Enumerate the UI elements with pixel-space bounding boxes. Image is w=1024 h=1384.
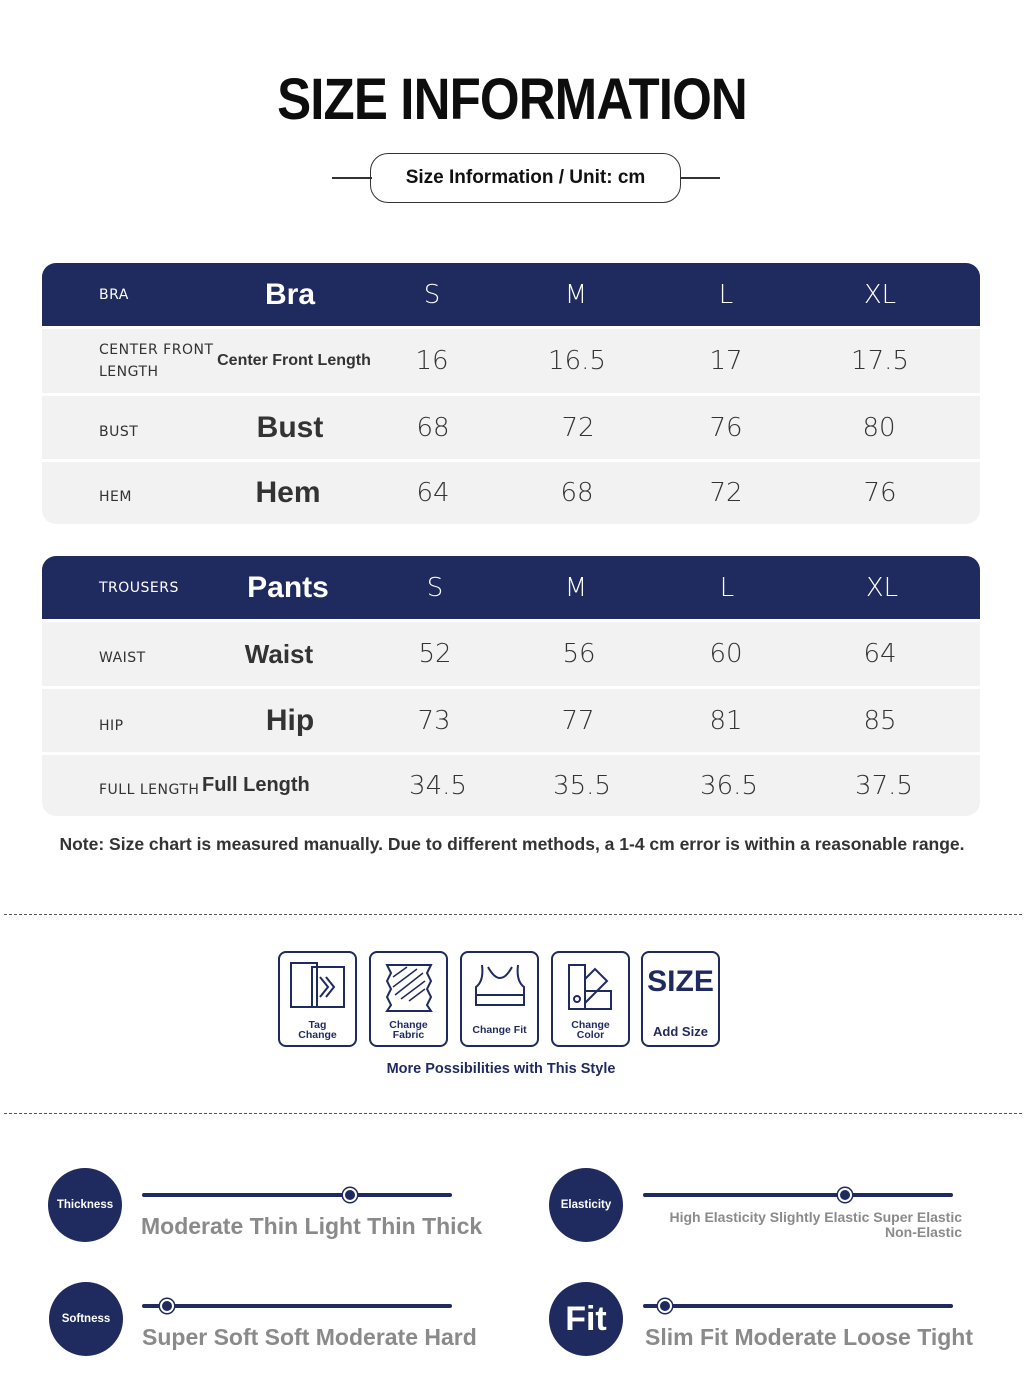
cell-value: 17 <box>709 346 743 376</box>
fit-scale: Slim Fit Moderate Loose Tight <box>645 1324 973 1350</box>
cell-value: 73 <box>417 705 451 736</box>
cell-value: 37.5 <box>855 770 913 801</box>
cell-value: 68 <box>560 478 594 508</box>
elasticity-badge: Elasticity <box>549 1168 623 1242</box>
header-en-label: BRA <box>99 286 129 303</box>
divider <box>332 177 372 179</box>
option-add-size[interactable] <box>641 951 720 1047</box>
size-xl: XL <box>863 279 897 310</box>
thickness-badge: Thickness <box>48 1168 122 1242</box>
row-en-label: BUST <box>99 423 139 440</box>
size-s: S <box>426 572 444 603</box>
option-change-fit[interactable] <box>460 951 539 1047</box>
bra-top-icon <box>470 959 530 1015</box>
row-en-label: HEM <box>99 489 132 505</box>
row-name: Waist <box>244 638 314 669</box>
thickness-scale: Moderate Thin Light Thin Thick <box>141 1213 483 1239</box>
row-en-label: CENTER FRONT LENGTH <box>99 342 214 380</box>
color-swatch-icon <box>561 959 621 1015</box>
header-name: Bra <box>264 277 316 311</box>
table-header <box>42 556 980 619</box>
size-m: M <box>564 279 588 310</box>
tag-change-icon <box>288 959 348 1015</box>
options-caption: More Possibilities with This Style <box>386 1061 616 1077</box>
size-l: L <box>719 572 735 603</box>
cell-value: 34.5 <box>409 770 467 801</box>
cell-value: 36.5 <box>700 770 758 801</box>
row-en-label: HIP <box>99 717 124 734</box>
cell-value: 56 <box>562 639 596 669</box>
divider <box>680 177 720 179</box>
fit-badge: Fit <box>549 1282 623 1356</box>
option-label: Tag Change <box>298 1019 337 1041</box>
cell-value: 80 <box>862 412 896 443</box>
cell-value: 72 <box>709 478 743 508</box>
cell-value: 81 <box>709 705 743 736</box>
size-s: S <box>423 279 441 310</box>
option-label: Change Fabric <box>389 1019 428 1041</box>
thickness-bar <box>142 1193 452 1197</box>
option-change-fabric[interactable] <box>369 951 448 1047</box>
softness-bar <box>142 1304 452 1308</box>
cell-value: 52 <box>418 639 452 669</box>
row-en-label: FULL LENGTH <box>99 781 200 798</box>
row-en-label: WAIST <box>99 650 146 666</box>
header-name: Pants <box>247 570 329 604</box>
fit-bar <box>643 1304 953 1308</box>
cell-value: 35.5 <box>553 770 611 801</box>
softness-badge: Softness <box>49 1282 123 1356</box>
cell-value: 77 <box>561 705 595 736</box>
subtitle-banner <box>332 153 720 203</box>
divider <box>4 1113 1022 1114</box>
cell-value: 16 <box>415 346 449 376</box>
fabric-icon <box>379 959 439 1015</box>
table-row <box>42 752 980 816</box>
table-header <box>42 263 980 326</box>
size-xl: XL <box>865 572 899 603</box>
table-row <box>42 619 980 686</box>
cell-value: 76 <box>863 478 897 508</box>
row-name: Hip <box>265 703 315 737</box>
fit-indicator <box>658 1299 672 1313</box>
pants-size-table <box>42 556 980 816</box>
size-l: L <box>718 279 734 310</box>
thickness-indicator <box>343 1188 357 1202</box>
measurement-note: Note: Size chart is measured manually. Due to different methods, a 1-4 cm error is within a reasonable range. <box>59 834 965 854</box>
cell-value: 72 <box>561 412 595 443</box>
option-label: Add Size <box>653 1024 708 1039</box>
softness-indicator <box>160 1299 174 1313</box>
table-row <box>42 686 980 752</box>
table-row <box>42 459 980 524</box>
cell-value: 68 <box>416 412 450 443</box>
size-m: M <box>564 572 588 603</box>
row-name: Hem <box>255 476 321 509</box>
table-row <box>42 393 980 459</box>
divider <box>4 914 1022 915</box>
cell-value: 17.5 <box>851 346 909 376</box>
option-tag-change[interactable] <box>278 951 357 1047</box>
header-en-label: TROUSERS <box>99 579 179 596</box>
cell-value: 60 <box>709 639 743 669</box>
page-title: SIZE INFORMATION <box>277 67 747 132</box>
bra-size-table <box>42 263 980 524</box>
cell-value: 76 <box>709 412 743 443</box>
size-text-icon: SIZE <box>647 965 714 998</box>
option-change-color[interactable] <box>551 951 630 1047</box>
row-name: Full Length <box>202 774 310 796</box>
cell-value: 16.5 <box>548 346 606 376</box>
cell-value: 85 <box>863 705 897 736</box>
option-label: Change Fit <box>472 1024 527 1036</box>
customization-options <box>278 951 722 1047</box>
elasticity-indicator <box>838 1188 852 1202</box>
table-row <box>42 326 980 393</box>
elasticity-bar <box>643 1193 953 1197</box>
row-name: Center Front Length <box>217 352 371 369</box>
cell-value: 64 <box>416 478 450 508</box>
cell-value: 64 <box>863 639 897 669</box>
option-label: Change Color <box>571 1019 610 1041</box>
softness-scale: Super Soft Soft Moderate Hard <box>142 1324 477 1350</box>
subtitle: Size Information / Unit: cm <box>370 153 681 203</box>
elasticity-scale: High Elasticity Slightly Elastic Super Elastic Non-Elastic <box>669 1209 962 1240</box>
row-name: Bust <box>256 410 324 444</box>
